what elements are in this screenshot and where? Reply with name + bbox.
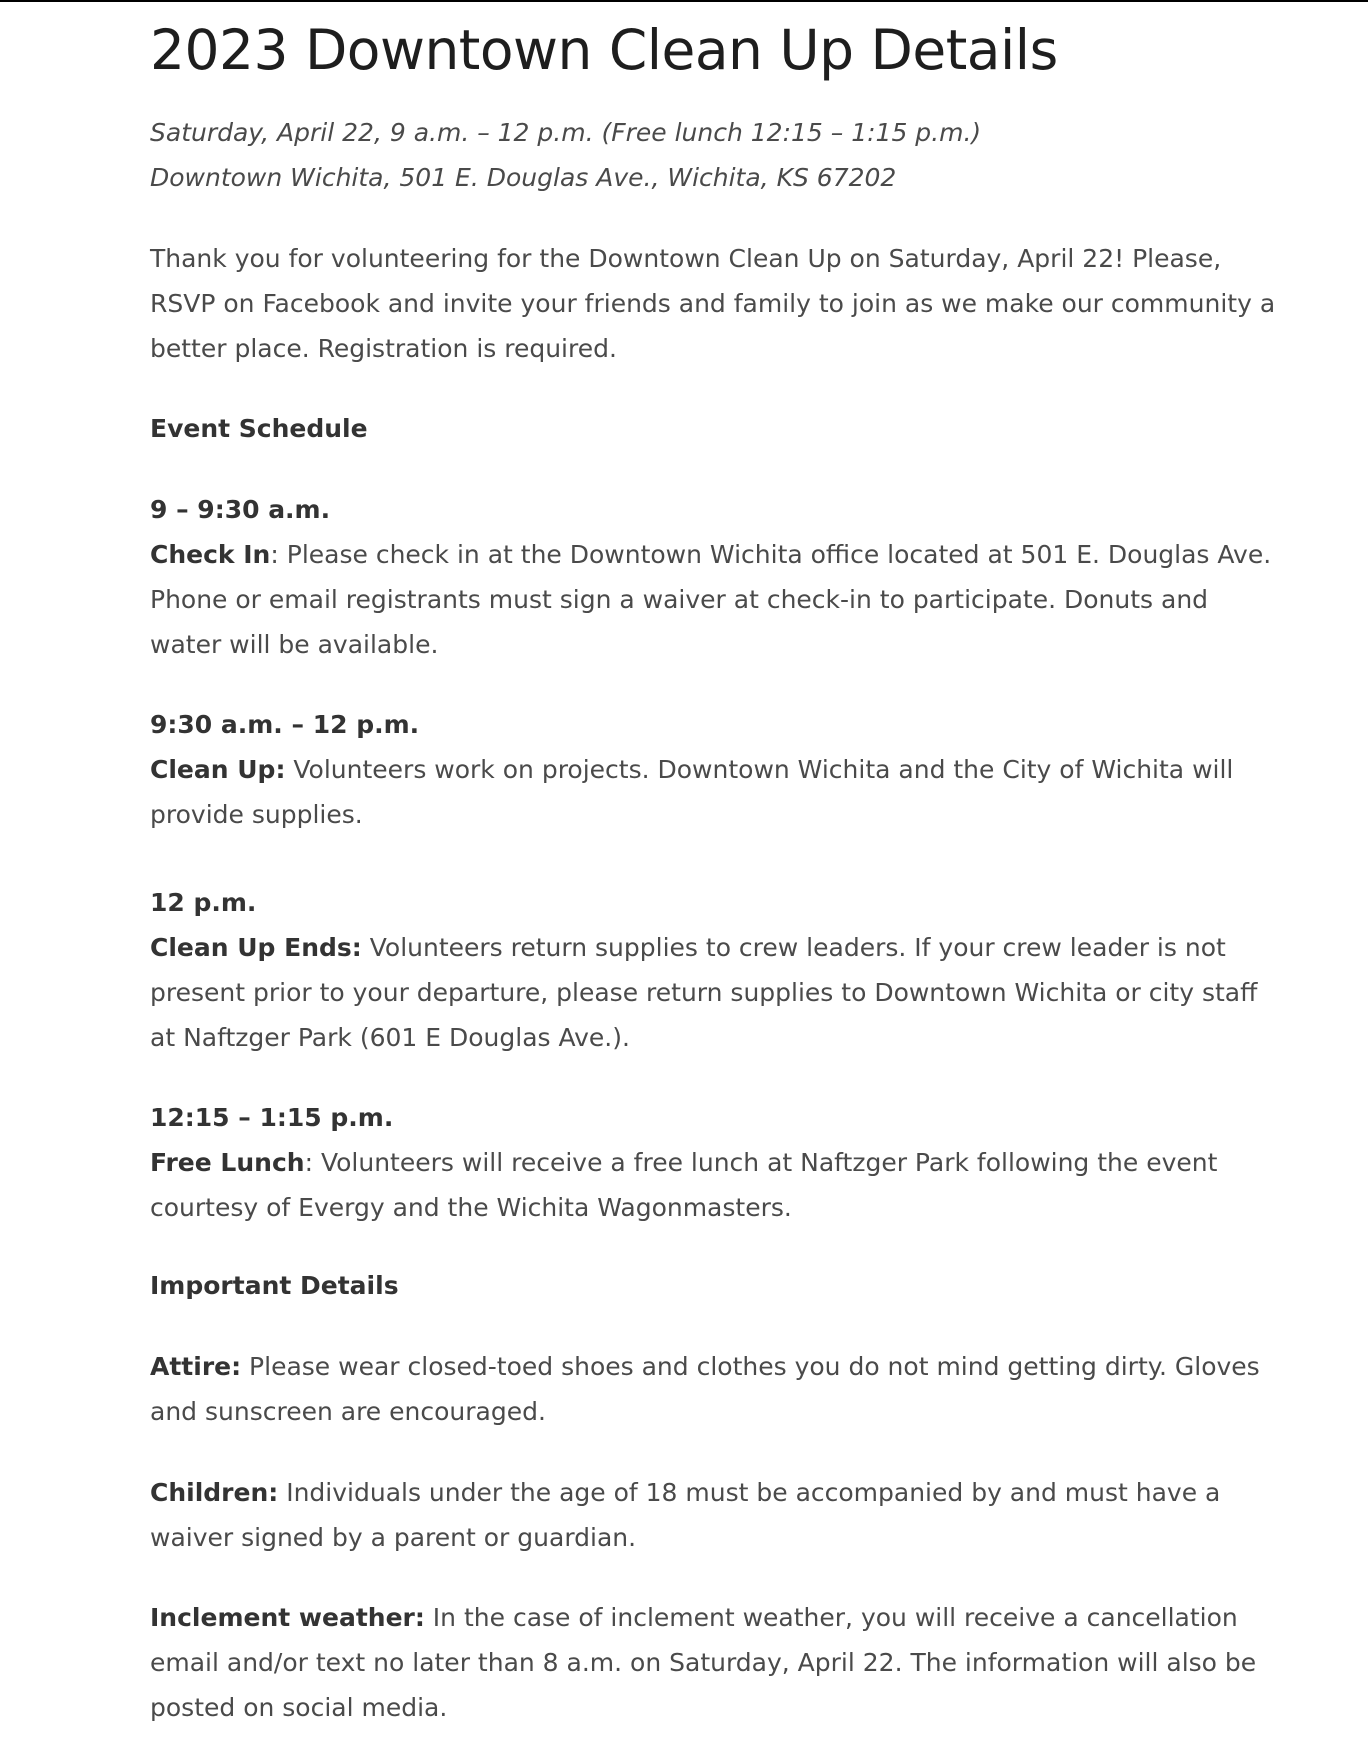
detail-item-attire xyxy=(150,1344,1280,1434)
schedule-item-clean-up xyxy=(150,702,1280,837)
schedule-time: 12:15 – 1:15 p.m. xyxy=(150,1103,394,1132)
schedule-label: Free Lunch xyxy=(150,1148,305,1177)
detail-text: In the case of inclement weather, you will receive a cancellation email and/or text no later than 8 a.m. on Saturday, April 22. The information will also be posted on social media. xyxy=(150,1603,1257,1722)
intro-paragraph: Thank you for volunteering for the Downtown Clean Up on Saturday, April 22! Please, RSVP on Facebook and invite your friends and family to join as we make our community a better place. Registration is required. xyxy=(150,244,1276,363)
important-details-heading: Important Details xyxy=(150,1271,399,1300)
schedule-label: Clean Up: xyxy=(150,755,286,784)
schedule-item-free-lunch xyxy=(150,1095,1280,1230)
schedule-text: Volunteers work on projects. Downtown Wichita and the City of Wichita will provide supplies. xyxy=(150,755,1234,829)
event-meta xyxy=(150,110,981,200)
schedule-item-clean-up-ends xyxy=(150,880,1280,1060)
event-date-line: Saturday, April 22, 9 a.m. – 12 p.m. (Free lunch 12:15 – 1:15 p.m.) xyxy=(150,118,982,147)
detail-text: Please wear closed-toed shoes and clothes you do not mind getting dirty. Gloves and sunscreen are encouraged. xyxy=(150,1352,1260,1426)
detail-item-inclement-weather xyxy=(150,1595,1280,1730)
page-title: 2023 Downtown Clean Up Details xyxy=(150,18,1058,82)
detail-label: Inclement weather: xyxy=(150,1603,425,1632)
schedule-item-check-in xyxy=(150,487,1280,667)
event-schedule-heading: Event Schedule xyxy=(150,414,368,443)
schedule-time: 9 – 9:30 a.m. xyxy=(150,495,331,524)
schedule-text: Volunteers will receive a free lunch at Naftzger Park following the event courtesy of Evergy and the Wichita Wagonmasters. xyxy=(150,1148,1218,1222)
top-border xyxy=(0,0,1368,2)
detail-label: Attire: xyxy=(150,1352,242,1381)
schedule-separator: : xyxy=(270,540,279,569)
detail-label: Children: xyxy=(150,1478,279,1507)
schedule-text: Volunteers return supplies to crew leaders. If your crew leader is not present prior to your departure, please return supplies to Downtown Wichita or city staff at Naftzger Park (601 E Douglas Ave.). xyxy=(150,933,1258,1052)
schedule-time: 9:30 a.m. – 12 p.m. xyxy=(150,710,420,739)
event-location-line: Downtown Wichita, 501 E. Douglas Ave., Wichita, KS 67202 xyxy=(150,163,897,192)
schedule-separator: : xyxy=(304,1148,314,1177)
schedule-label: Check In xyxy=(150,540,271,569)
schedule-time: 12 p.m. xyxy=(150,888,257,917)
detail-item-children xyxy=(150,1470,1280,1560)
schedule-label: Clean Up Ends: xyxy=(150,933,362,962)
detail-text: Individuals under the age of 18 must be accompanied by and must have a waiver signed by a parent or guardian. xyxy=(150,1478,1221,1552)
schedule-text: Please check in at the Downtown Wichita office located at 501 E. Douglas Ave. Phone or email registrants must sign a waiver at check-in to participate. Donuts and water will be available. xyxy=(150,540,1272,659)
